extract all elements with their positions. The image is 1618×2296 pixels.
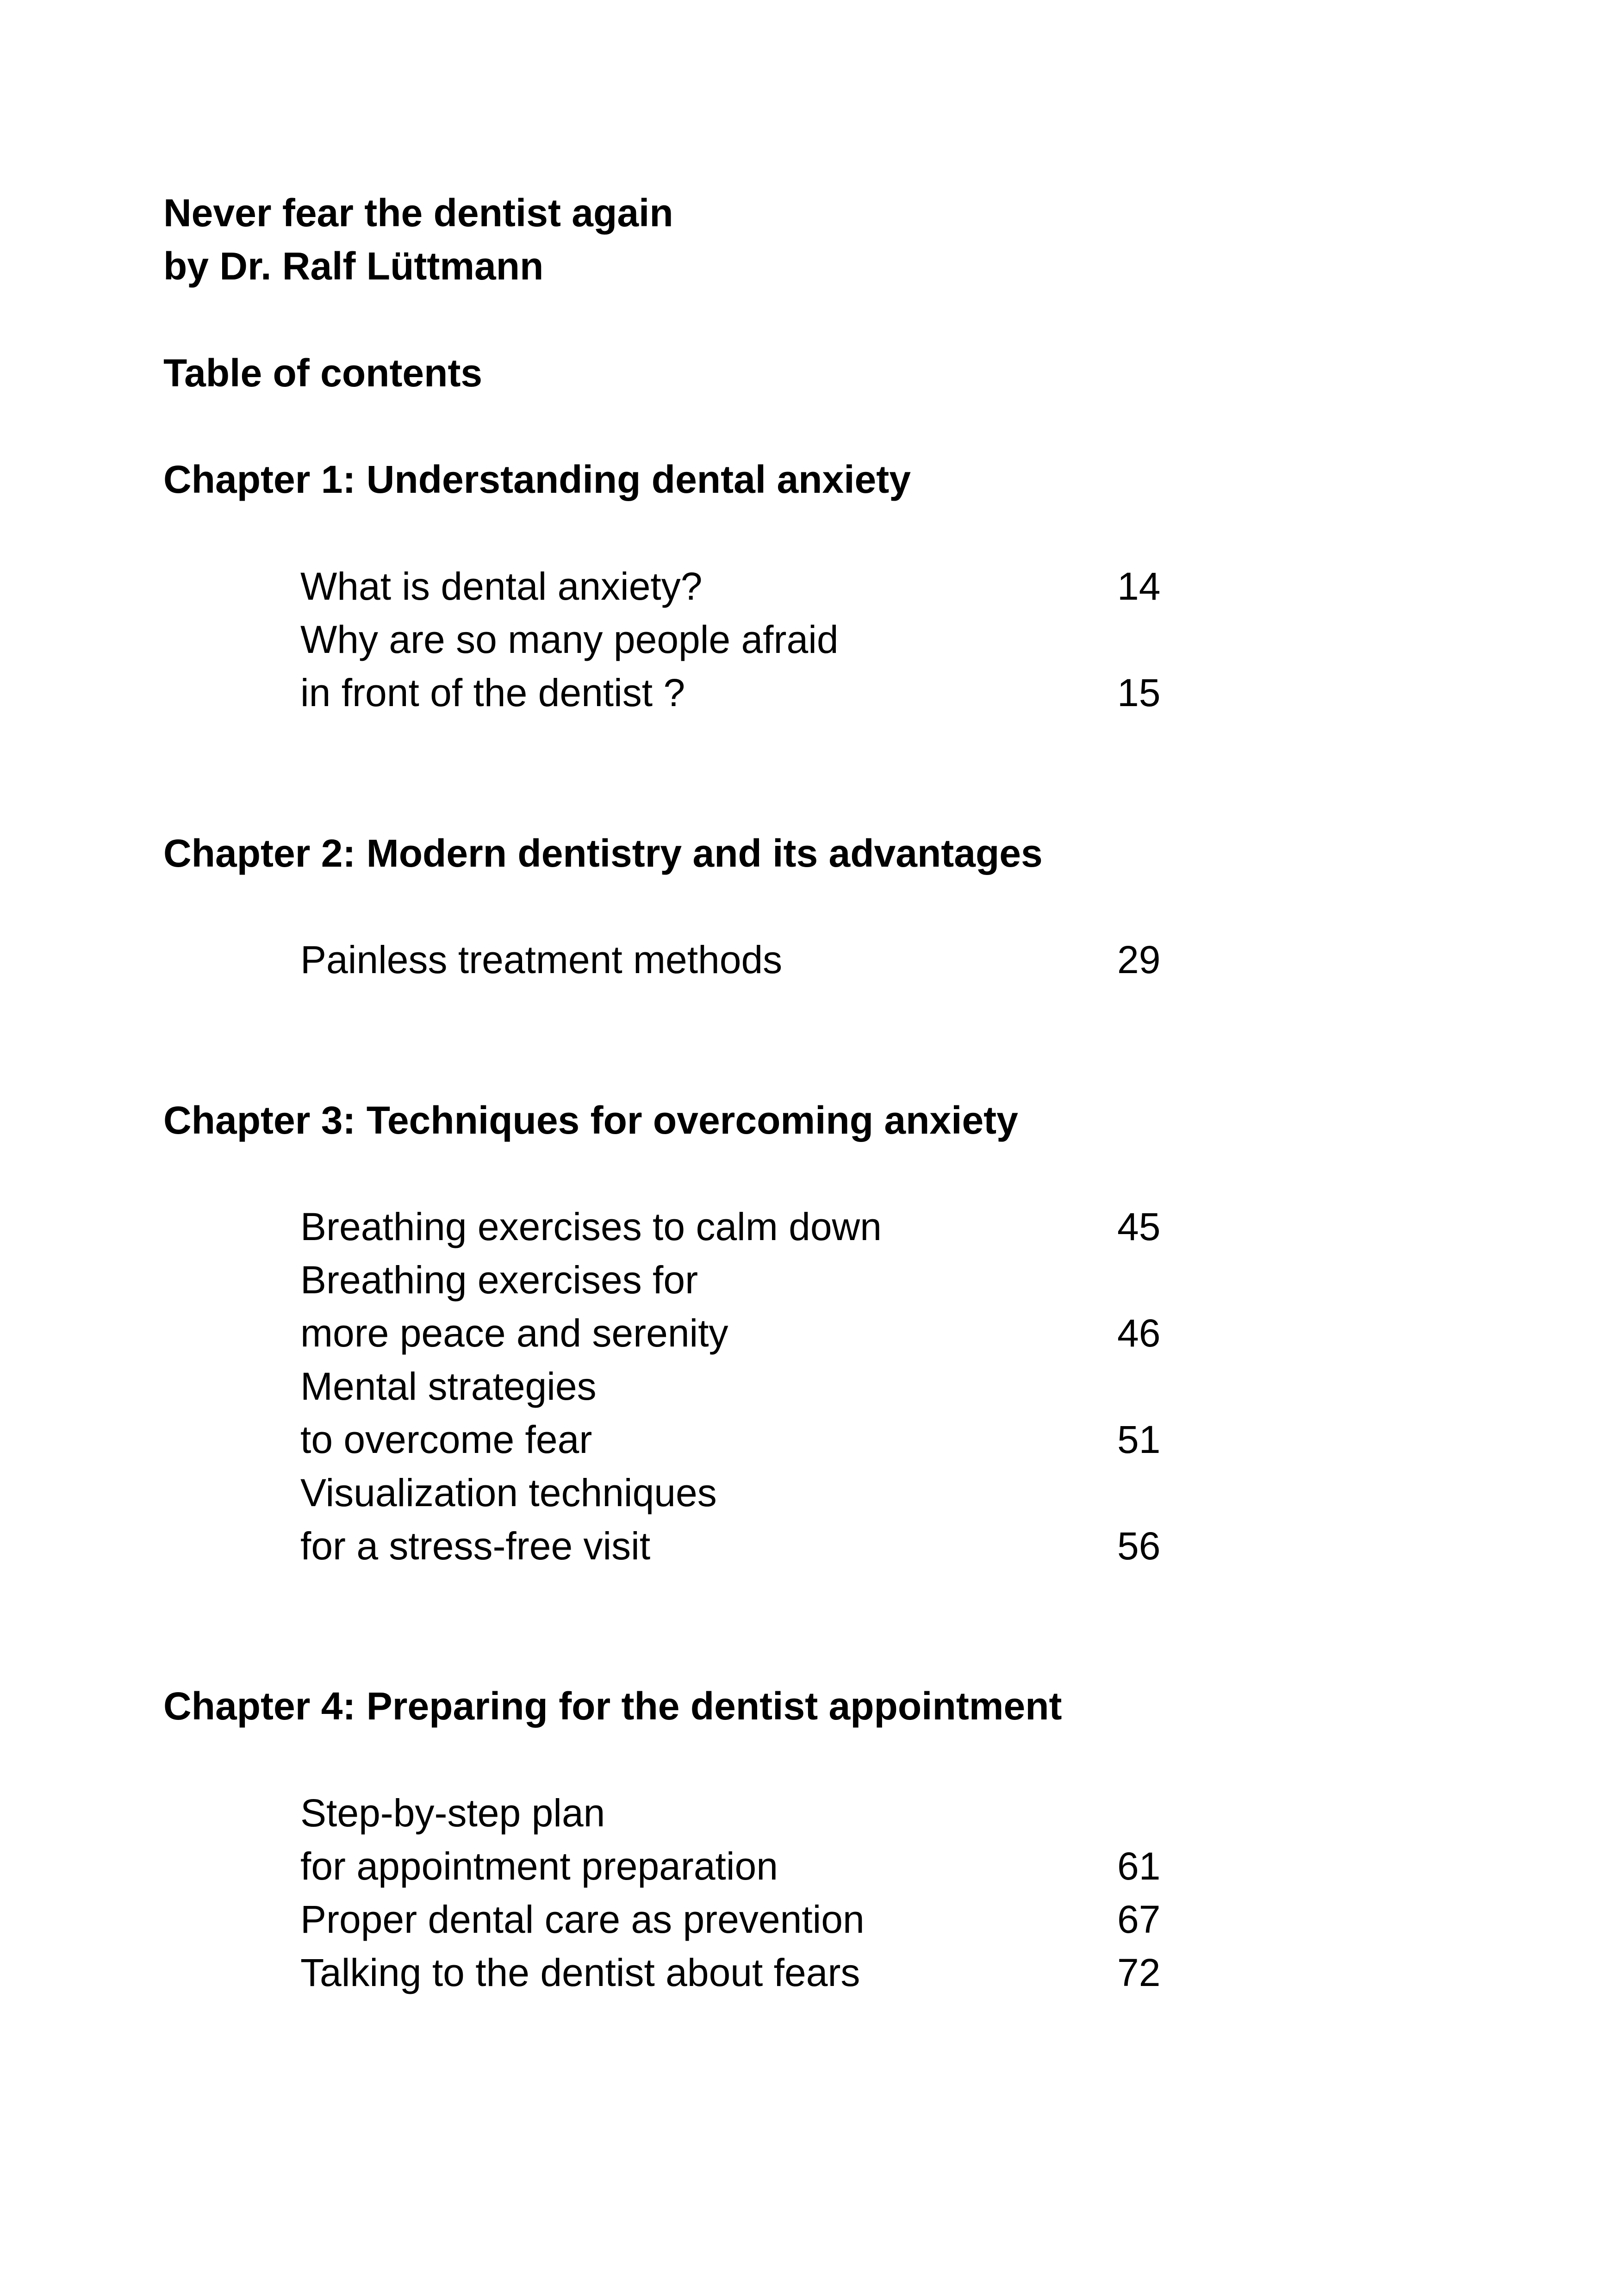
book-author: by Dr. Ralf Lüttmann [163, 244, 544, 288]
toc-entry-4-3-page: 72 [1117, 1951, 1161, 1994]
toc-entry-3-2-page: 46 [1117, 1311, 1161, 1355]
toc-entry-1-2-line-1: Why are so many people afraid [300, 618, 839, 661]
toc-entry-2-1-line-1: Painless treatment methods [300, 938, 783, 981]
chapter-3-heading: Chapter 3: Techniques for overcoming anxiety [163, 1098, 1018, 1142]
chapter-1-heading: Chapter 1: Understanding dental anxiety [163, 458, 911, 501]
toc-heading: Table of contents [163, 351, 483, 395]
toc-entry-4-1-line-1: Step-by-step plan [300, 1791, 605, 1835]
toc-entry-1-2-line-2: in front of the dentist ? [300, 671, 685, 714]
toc-entry-4-2-page: 67 [1117, 1898, 1161, 1941]
toc-entry-3-3-line-2: to overcome fear [300, 1418, 592, 1461]
toc-entry-3-2-line-2: more peace and serenity [300, 1311, 728, 1355]
toc-entry-4-1-page: 61 [1117, 1844, 1161, 1888]
chapter-4-heading: Chapter 4: Preparing for the dentist appointment [163, 1684, 1062, 1728]
toc-entry-3-3-page: 51 [1117, 1418, 1161, 1461]
toc-entry-3-2-line-1: Breathing exercises for [300, 1258, 698, 1302]
toc-entry-4-1-line-2: for appointment preparation [300, 1844, 778, 1888]
toc-entry-3-4-page: 56 [1117, 1524, 1161, 1568]
toc-entry-3-1-page: 45 [1117, 1205, 1161, 1248]
toc-entry-1-1-line-1: What is dental anxiety? [300, 565, 703, 608]
toc-entry-3-4-line-1: Visualization techniques [300, 1471, 717, 1514]
book-title: Never fear the dentist again [163, 191, 673, 235]
toc-entry-1-1-page: 14 [1117, 565, 1161, 608]
chapter-2-heading: Chapter 2: Modern dentistry and its advantages [163, 832, 1043, 875]
toc-entry-2-1-page: 29 [1117, 938, 1161, 981]
toc-entry-1-2-page: 15 [1117, 671, 1161, 714]
toc-entry-3-3-line-1: Mental strategies [300, 1365, 597, 1408]
toc-entry-3-4-line-2: for a stress-free visit [300, 1524, 651, 1568]
toc-entry-3-1-line-1: Breathing exercises to calm down [300, 1205, 882, 1248]
toc-entry-4-3-line-1: Talking to the dentist about fears [300, 1951, 860, 1994]
toc-entry-4-2-line-1: Proper dental care as prevention [300, 1898, 865, 1941]
